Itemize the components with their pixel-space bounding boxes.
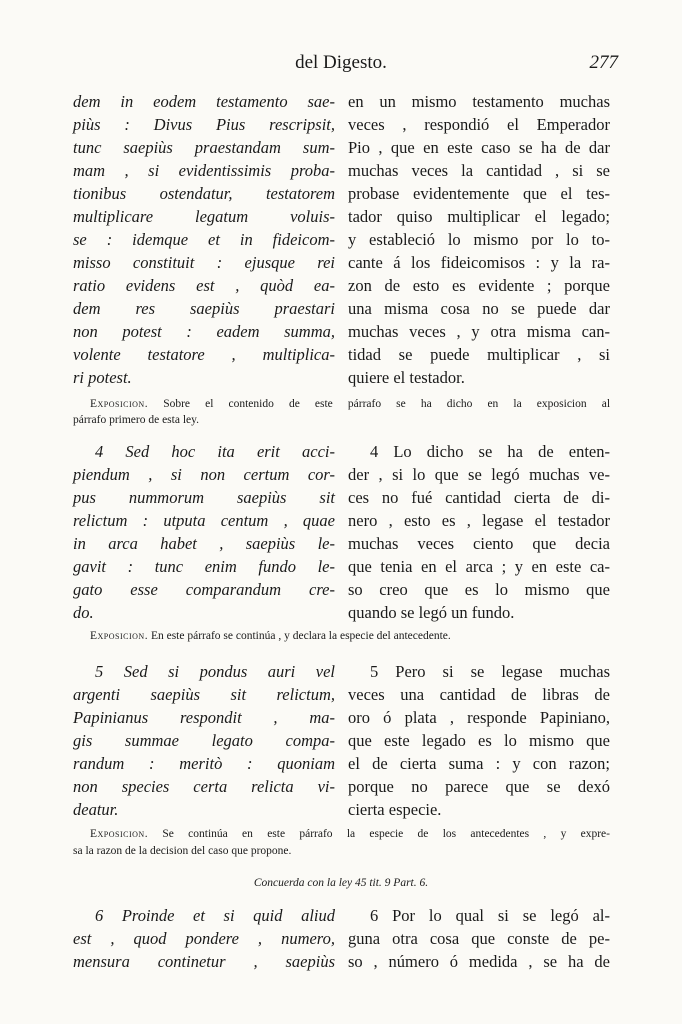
latin-column-block-4: [73, 904, 335, 973]
latin-line: tionibus ostendatur, testatorem: [73, 184, 335, 203]
latin-line: tunc saepiùs praestandam sum-: [73, 138, 335, 157]
latin-line: in arca habet , saepiùs le-: [73, 534, 335, 553]
page-number: 277: [589, 52, 618, 73]
spanish-column-block-3: [348, 660, 610, 821]
spanish-line: muchas veces , y otra misma can-: [348, 322, 610, 341]
exposition-3: [90, 826, 610, 842]
spanish-line: y estableció lo mismo por lo to-: [348, 230, 610, 249]
latin-line: mam , si evidentissimis proba-: [73, 161, 335, 180]
latin-line: do.: [73, 603, 94, 622]
spanish-line: Pio , que en este caso se ha de dar: [348, 138, 610, 157]
spanish-column-block-1: [348, 90, 610, 389]
latin-line: gis summae legato compa-: [73, 731, 335, 750]
latin-line: pus nummorum saepiùs sit: [73, 488, 335, 507]
spanish-line: nero , esto es , legase el testador: [348, 511, 610, 530]
exposition-text: Se continúa en este párrafo la especie de los antecedentes , y expre-: [162, 828, 610, 840]
spanish-line: muchas veces ciento que decia: [348, 534, 610, 553]
spanish-line: guna otra cosa que conste de pe-: [348, 929, 610, 948]
spanish-line: quando se legó un fundo.: [348, 603, 515, 622]
latin-column-block-1: [73, 90, 335, 389]
latin-line: se : idemque et in fideicom-: [73, 230, 335, 249]
spanish-line: cierta especie.: [348, 800, 442, 819]
spanish-line: probase evidentemente que el tes-: [348, 184, 610, 203]
latin-line: non species certa relicta vi-: [73, 777, 335, 796]
spanish-line: que tenia en el arca ; y en este ca-: [348, 557, 610, 576]
spanish-line: ces no fué cantidad cierta de di-: [348, 488, 610, 507]
spanish-line: quiere el testador.: [348, 368, 465, 387]
latin-line: relictum : utputa centum , quae: [73, 511, 335, 530]
latin-column-block-3: [73, 660, 335, 821]
spanish-line: 6 Por lo qual si se legó al-: [370, 906, 610, 925]
spanish-line: tador quiso multiplicar el legado;: [348, 207, 610, 226]
latin-line: piendum , si non certum cor-: [73, 465, 335, 484]
exposition-label: Exposicion.: [90, 630, 149, 642]
exposition-2: [90, 628, 610, 644]
exposition-text: párrafo primero de esta ley.: [73, 414, 200, 426]
exposition-1-continued: [73, 412, 610, 428]
latin-line: mensura continetur , saepiùs: [73, 952, 335, 971]
spanish-line: cante á los fideicomisos : y la ra-: [348, 253, 610, 272]
spanish-line: muchas veces la cantidad , si se: [348, 161, 610, 180]
spanish-column-block-2: [348, 440, 610, 624]
spanish-line: so creo que es lo mismo que: [348, 580, 610, 599]
exposition-text: En este párrafo se continúa , y declara la especie del antecedente.: [150, 630, 451, 642]
exposition-3-continued: [73, 843, 610, 859]
latin-column-block-2: [73, 440, 335, 624]
exposition-1: [90, 396, 610, 412]
spanish-line: veces , respondió el Emperador: [348, 115, 610, 134]
spanish-line: en un mismo testamento muchas: [348, 92, 610, 111]
latin-line: Papinianus respondit , ma-: [73, 708, 335, 727]
spanish-line: 5 Pero si se legase muchas: [370, 662, 610, 681]
latin-line: est , quod pondere , numero,: [73, 929, 335, 948]
latin-line: gavit : tunc enim fundo le-: [73, 557, 335, 576]
spanish-line: tidad se puede multiplicar , si: [348, 345, 610, 364]
spanish-line: so , número ó medida , se ha de: [348, 952, 610, 971]
latin-line: non potest : eadem summa,: [73, 322, 335, 341]
spanish-column-block-4: [348, 904, 610, 973]
latin-line: deatur.: [73, 800, 119, 819]
exposition-label: Exposicion.: [90, 828, 149, 840]
latin-line: argenti saepiùs sit relictum,: [73, 685, 335, 704]
exposition-text: sa la razon de la decision del caso que propone.: [73, 845, 292, 857]
latin-line: multiplicare legatum voluis-: [73, 207, 335, 226]
spanish-line: 4 Lo dicho se ha de enten-: [370, 442, 610, 461]
spanish-line: oro ó plata , responde Papiniano,: [348, 708, 610, 727]
spanish-line: una misma cosa no se puede dar: [348, 299, 610, 318]
exposition-text: Sobre el contenido de este párrafo se ha dicho en la exposicion al: [163, 398, 611, 410]
running-header-title: del Digesto.: [295, 52, 387, 73]
latin-line: dem in eodem testamento sae-: [73, 92, 335, 111]
latin-line: randum : meritò : quoniam: [73, 754, 335, 773]
latin-line: dem res saepiùs praestari: [73, 299, 335, 318]
spanish-line: zon de esto es evidente ; porque: [348, 276, 610, 295]
exposition-label: Exposicion.: [90, 398, 149, 410]
spanish-line: porque no parece que se dexó: [348, 777, 610, 796]
spanish-line: que este legado es lo mismo que: [348, 731, 610, 750]
latin-line: 5 Sed si pondus auri vel: [95, 662, 335, 681]
latin-line: ratio evidens est , quòd ea-: [73, 276, 335, 295]
spanish-line: el de cierta suma : y con razon;: [348, 754, 610, 773]
latin-line: ri potest.: [73, 368, 132, 387]
latin-line: gato esse comparandum cre-: [73, 580, 335, 599]
latin-line: volente testatore , multiplica-: [73, 345, 335, 364]
latin-line: 4 Sed hoc ita erit acci-: [95, 442, 335, 461]
latin-line: piùs : Divus Pius rescripsit,: [73, 115, 335, 134]
latin-line: 6 Proinde et si quid aliud: [95, 906, 335, 925]
spanish-line: veces una cantidad de libras de: [348, 685, 610, 704]
spanish-line: der , si lo que se legó muchas ve-: [348, 465, 610, 484]
concordance-note: Concuerda con la ley 45 tit. 9 Part. 6.: [253, 877, 429, 889]
latin-line: misso constituit : ejusque rei: [73, 253, 335, 272]
